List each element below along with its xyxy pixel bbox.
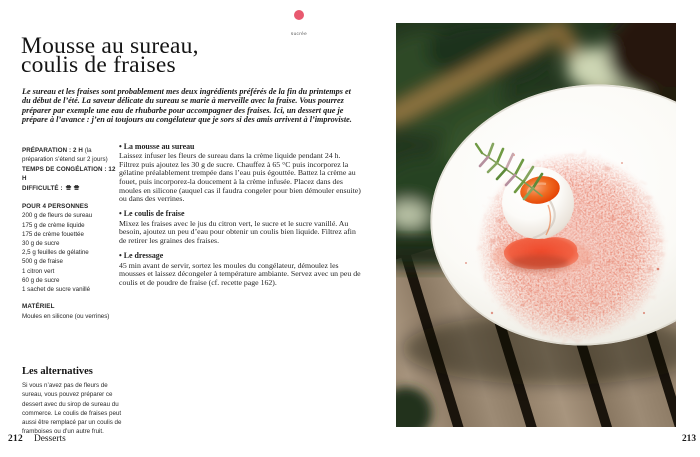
alternatives-body: Si vous n’avez pas de fleurs de sureau, vous pouvez préparer ce dessert avec du sirop de sureau du commerce. Le coulis de fraises peut aussi être remplacé par un coulis de framboises ou d’un autre fruit. [22,382,122,436]
method-heading: • Le coulis de fraise [119,209,185,219]
alternatives-box [22,366,128,437]
dessert-photo [396,23,676,427]
category-dot-icon [294,10,304,20]
ingredient-item: 175 g de crème liquide [22,221,85,229]
method-section [119,143,361,205]
category-marker [279,10,319,40]
ingredient-item: 1 sachet de sucre vanillé [22,286,91,294]
method-heading: • Le dressage [119,251,164,261]
recipe-title-line1: Mousse au sureau, [21,33,199,59]
ingredient-item: 175 de crème fouettée [22,230,84,238]
category-label: sucrée [290,31,308,36]
method-section [119,210,361,245]
difficulty: DIFFICULTÉ : [22,184,121,194]
footer-left [8,434,66,444]
ingredient-item: 60 g de sucre [22,276,60,284]
ingredient-item: 30 g de sucre [22,240,60,248]
recipe-title [21,33,199,78]
ingredient-item: 2,5 g feuilles de gélatine [22,249,89,257]
page-number-left: 212 [8,434,23,444]
material-item: Moules en silicone (ou verrines) [22,312,110,320]
method-section [119,252,361,287]
method-heading: • La mousse au sureau [119,141,195,151]
ingredient-item: 500 g de fraise [22,258,63,266]
freeze-time: TEMPS DE CONGÉLATION : 12 H [22,165,116,183]
ingredient-item: 1 citron vert [22,267,55,275]
prep-time: PRÉPARATION : 2 H (la préparation s’étend sur 2 jours) [22,147,108,164]
page-number-right: 213 [681,434,696,444]
ingredient-list [22,211,121,294]
method-body: 45 min avant de servir, sortez les moules du congélateur, démoulez les mousses et laissez décongeler à température ambiante. Servez avec un peu de coulis et de poudre de fraise (cf. recette page 162). [119,260,361,287]
servings-header: POUR 4 PERSONNES [22,203,89,211]
difficulty-toque-icon [65,184,72,191]
material-header: MATÉRIEL [22,303,55,311]
method-body: Mixez les fraises avec le jus du citron vert, le sucre et le sucre vanillé. Au besoin, ajoutez un peu d’eau pour obtenir un coulis bien liquide. Filtrez afin de retirer les graines des fraises. [119,218,356,246]
method-body: Laissez infuser les fleurs de sureau dans la crème liquide pendant 24 h. Filtrez puis ajoutez les 30 g de sucre. Chauffez à 65 °C puis incorporez la gélatine préalablement trempée dans l’eau puis égouttée. Battez la crème au fouet, puis incorporez-la doucement à la crème infusée. Placez dans des moules en silicone (auquel cas il faudra congeler pour bien démouler ensuite) ou dans des verrines. [119,150,361,204]
method-column [119,143,361,288]
chapter-name: Desserts [33,434,66,444]
difficulty-toque-icon [73,184,80,191]
ingredient-item: 200 g de fleurs de sureau [22,212,93,220]
recipe-title-line2: coulis de fraises [21,52,176,78]
recipe-intro: Le sureau et les fraises sont probablement mes deux ingrédients préférés de la fin du printemps et du début de l’été. La saveur délicate du sureau se marie à merveille avec la fraise. Vous pourrez préparer par exemple une eau de rhubarbe pour accompagner des fraises. Ici, un dessert que je prépare à l’avance : j’en ai toujours au congélateur que je sors si des amis arrivent à l’improviste. [22,87,352,125]
alternatives-heading: Les alternatives [22,366,93,377]
dessert-photo-illustration [396,23,676,427]
recipe-info-column [22,146,121,321]
